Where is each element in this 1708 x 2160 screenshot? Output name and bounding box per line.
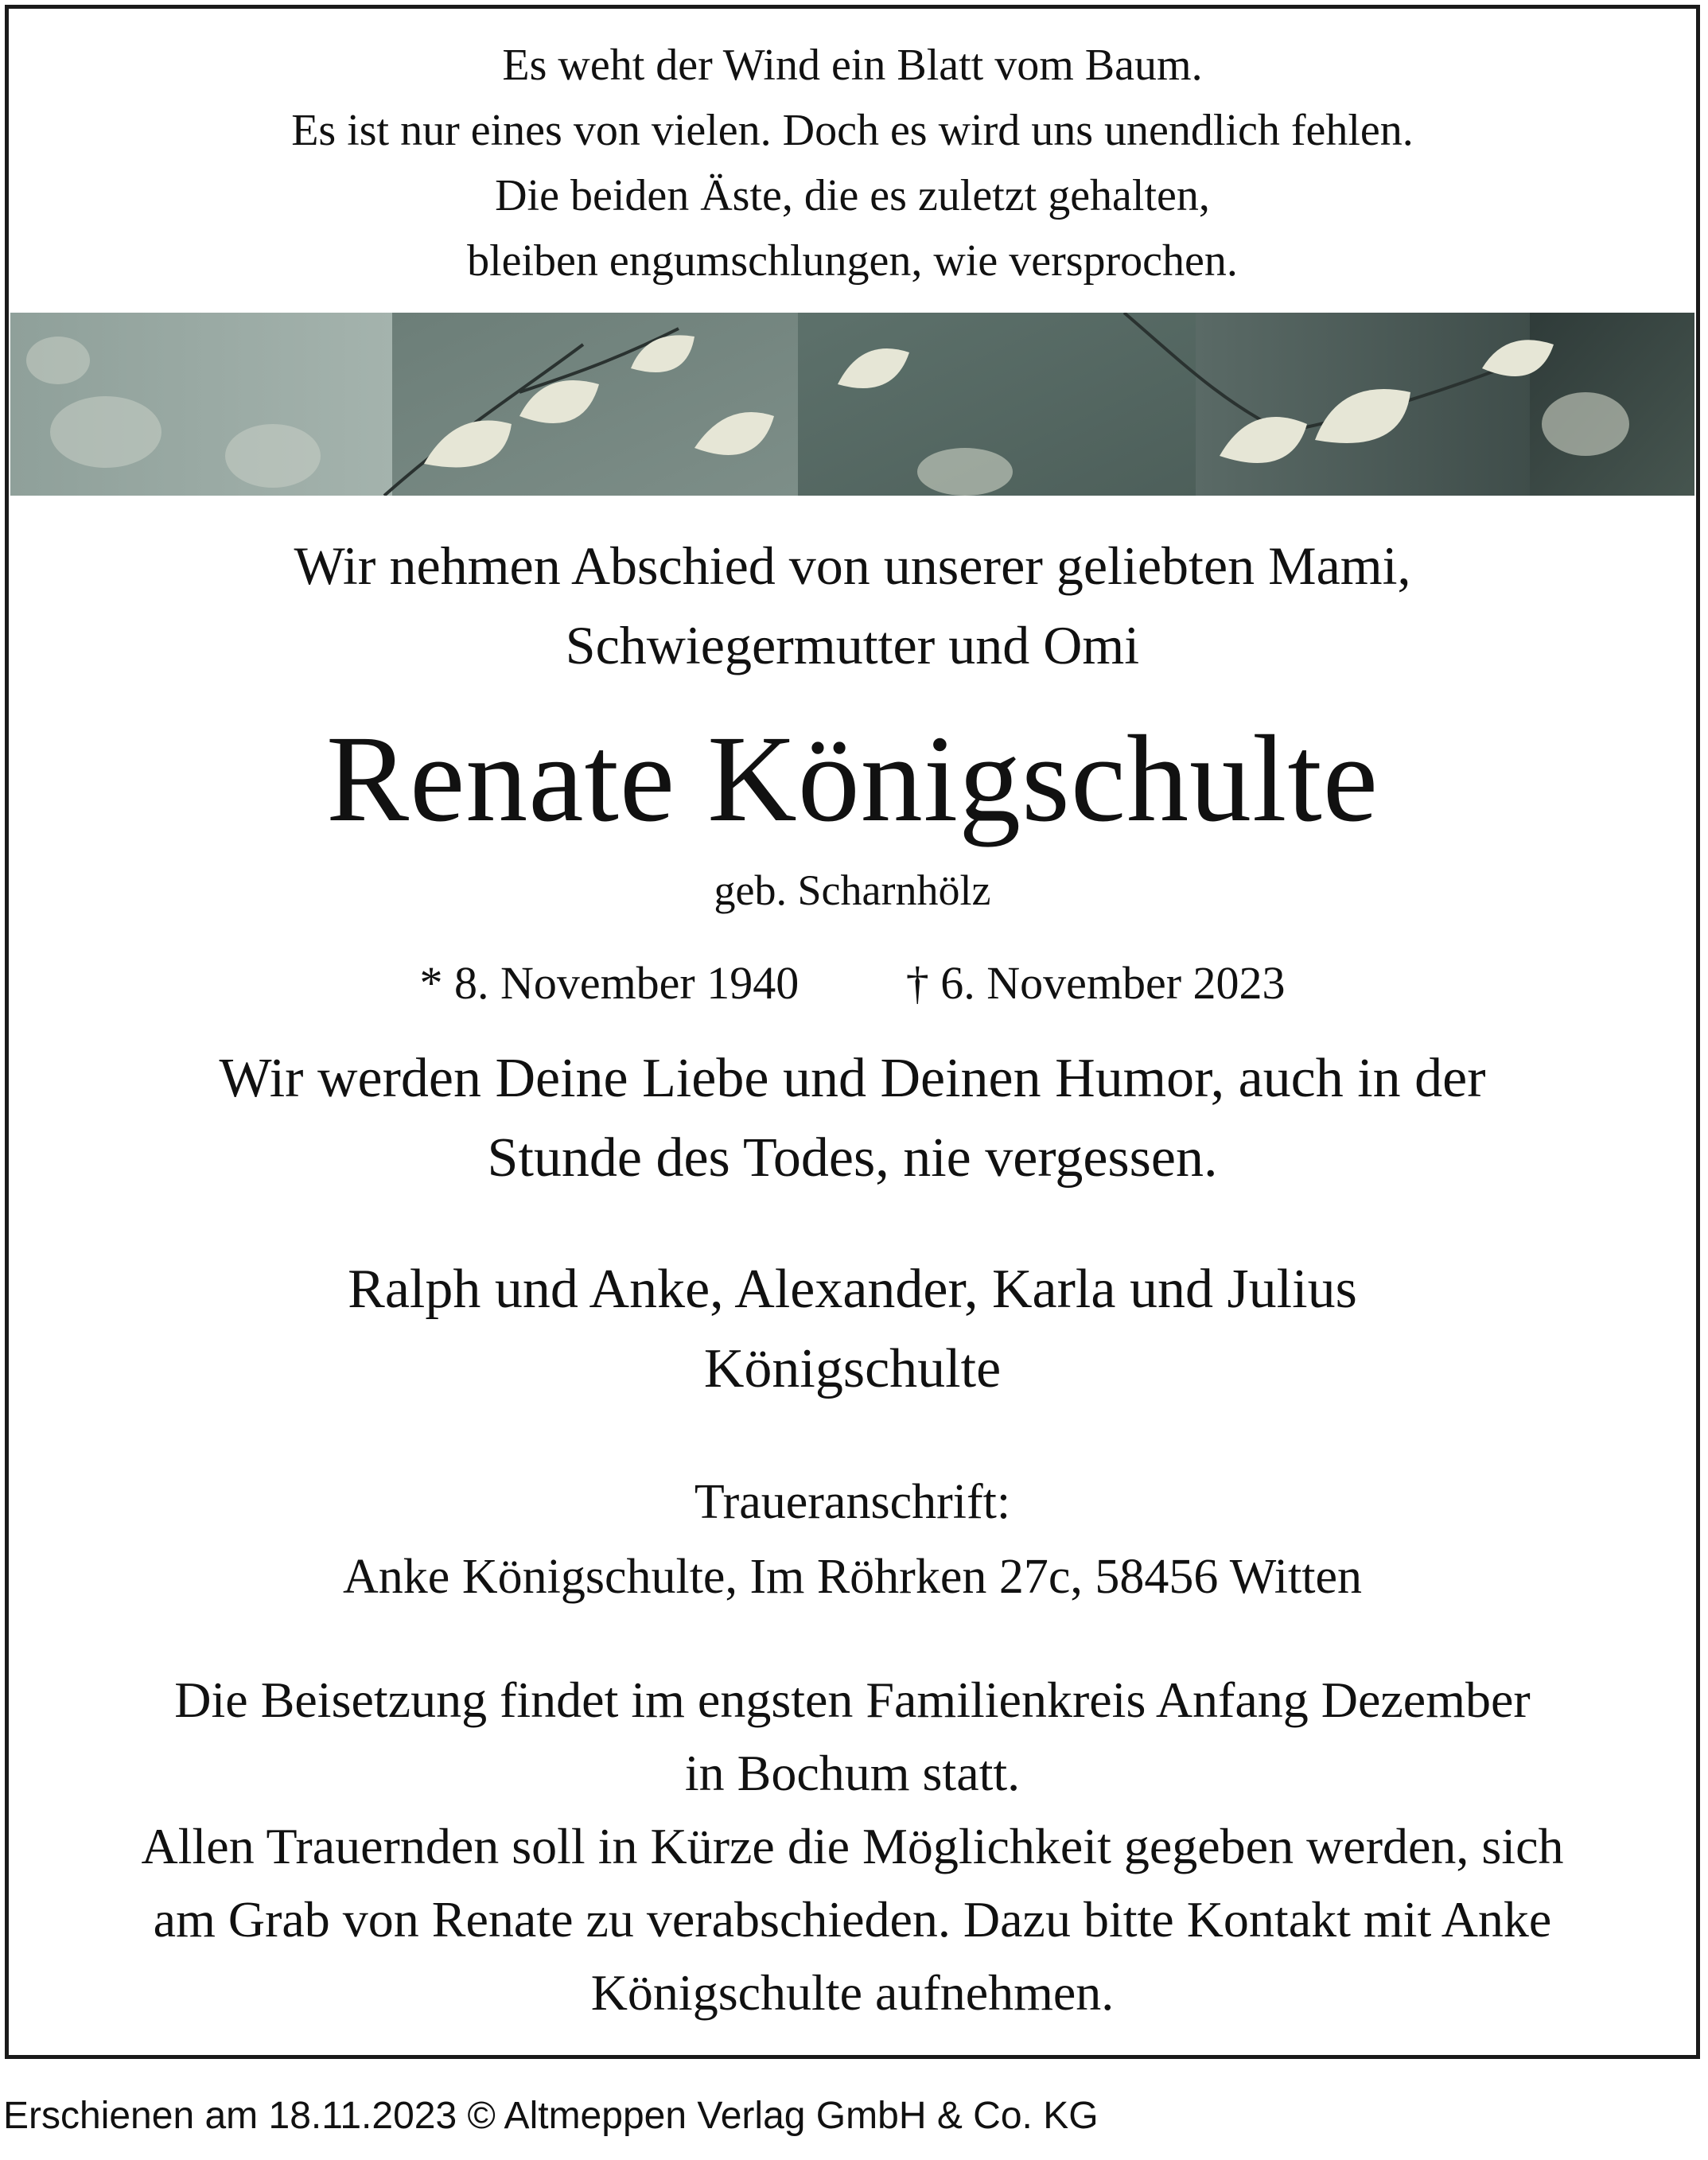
poem-line: Es ist nur eines von vielen. Doch es wird uns unendlich fehlen. [291,106,1414,155]
address-value: Anke Königschulte, Im Röhrken 27c, 58456 Witten [343,1550,1362,1604]
maiden-name: geb. Scharnhölz [714,866,991,914]
leaves-banner-image [10,313,1694,496]
address-label: Traueranschrift: [694,1475,1011,1529]
family-names [9,1250,1696,1409]
poem-line: bleiben engumschlungen, wie versprochen. [467,236,1238,286]
mourning-address [9,1465,1696,1614]
life-dates [9,948,1696,1019]
family-line: Königschulte [703,1338,1002,1399]
funeral-info [9,1664,1696,2030]
poem [9,33,1696,294]
message-line: Wir werden Deine Liebe und Deinen Humor, auch in der [219,1048,1486,1109]
leaves-illustration [10,313,1694,496]
poem-line: Die beiden Äste, die es zuletzt gehalten, [495,171,1210,220]
funeral-line: am Grab von Renate zu verabschieden. Dazu bitte Kontakt mit Anke [153,1891,1552,1948]
funeral-line: Allen Trauernden soll in Kürze die Möglichkeit gegeben werden, sich [141,1818,1564,1874]
funeral-line: in Bochum statt. [684,1745,1021,1801]
obituary-frame [5,5,1700,2059]
family-line: Ralph und Anke, Alexander, Karla und Julius [348,1259,1357,1320]
death-date: † 6. November 2023 [905,957,1286,1009]
memorial-message [9,1039,1696,1198]
poem-line: Es weht der Wind ein Blatt vom Baum. [502,41,1203,90]
deceased-name: Renate Königschulte [326,710,1379,847]
intro-line: Wir nehmen Abschied von unserer geliebten Mami, [294,535,1411,596]
message-line: Stunde des Todes, nie vergessen. [487,1127,1218,1189]
intro-text [9,526,1696,685]
funeral-line: Die Beisetzung findet im engsten Familienkreis Anfang Dezember [174,1672,1531,1728]
intro-line: Schwiegermutter und Omi [565,615,1140,675]
funeral-line: Königschulte aufnehmen. [590,1964,1115,2021]
birth-date: * 8. November 1940 [419,957,800,1009]
publication-footer: Erschienen am 18.11.2023 © Altmeppen Verlag GmbH & Co. KG [3,2095,1099,2137]
